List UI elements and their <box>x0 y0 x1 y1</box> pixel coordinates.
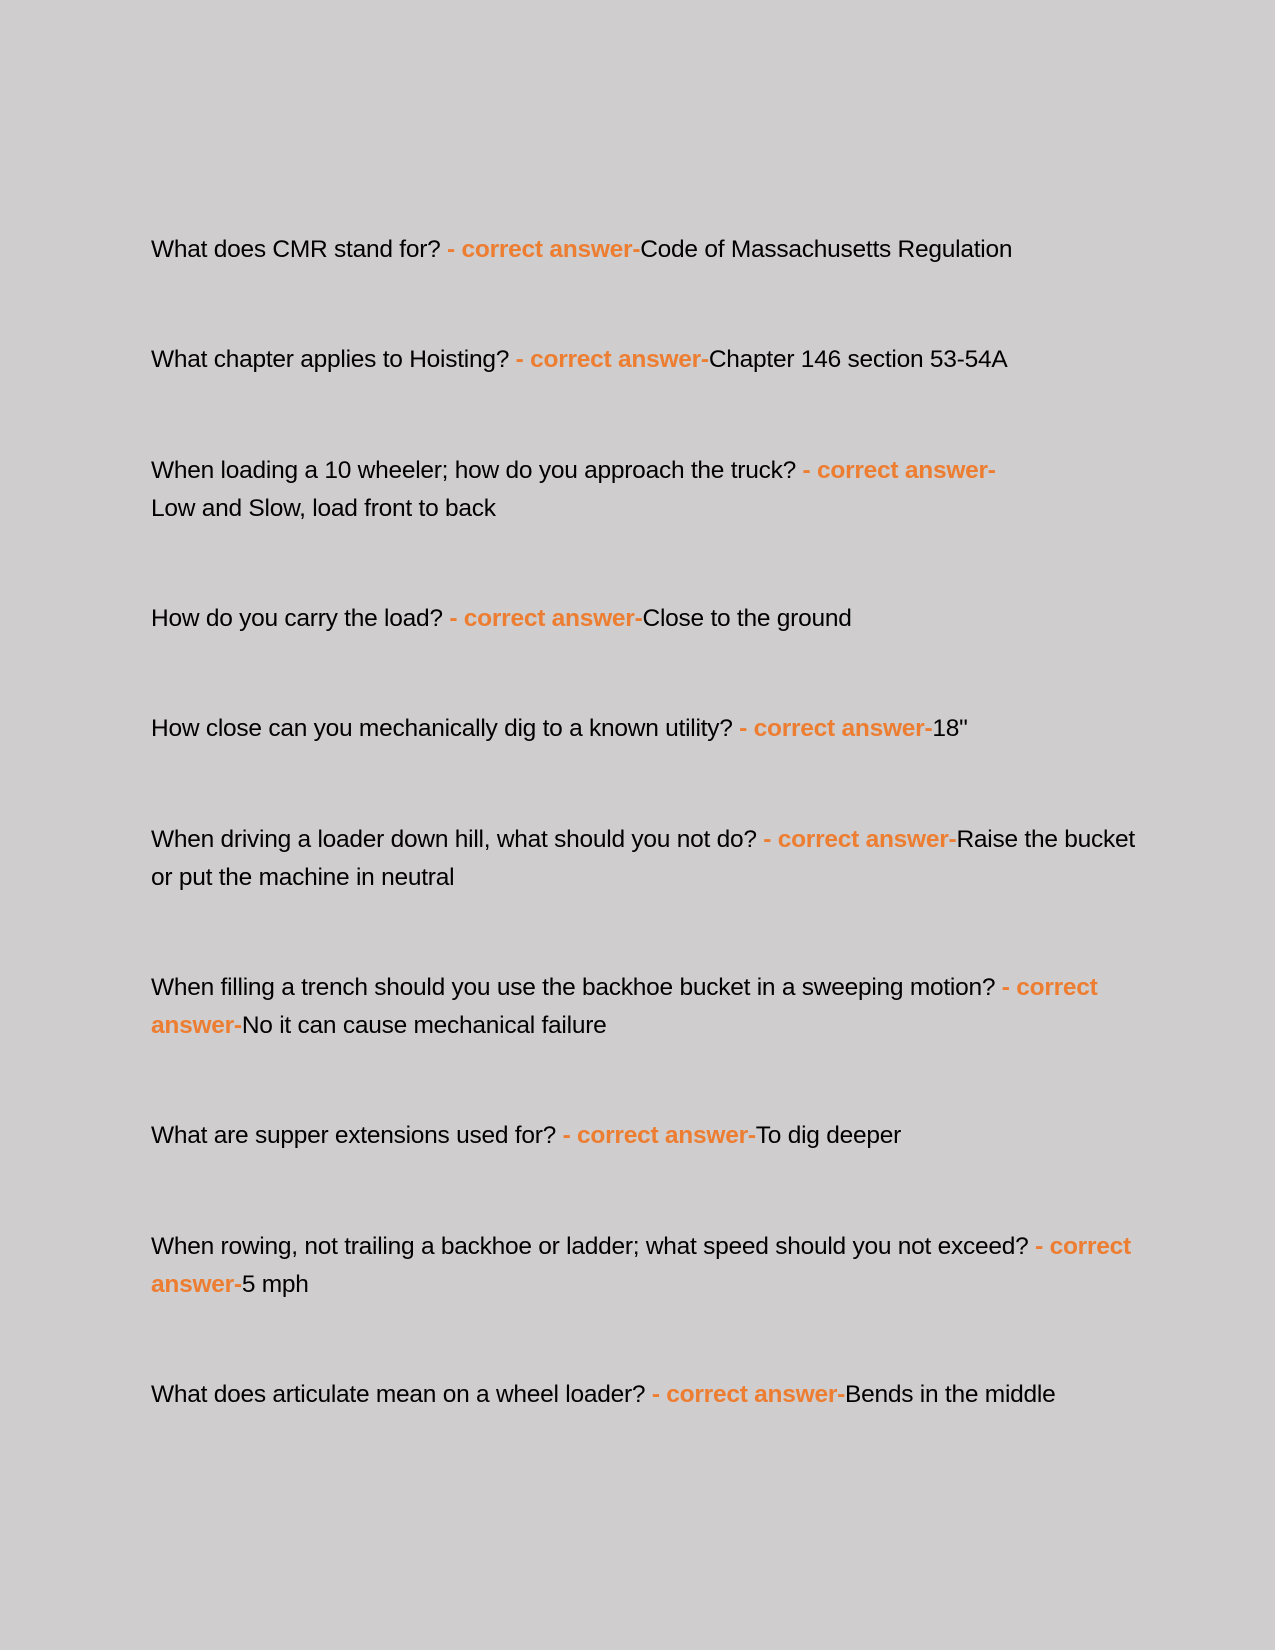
answer-text: 18" <box>932 714 968 742</box>
question-text: When loading a 10 wheeler; how do you approach the truck? <box>151 456 803 484</box>
answer-label: - correct answer- <box>151 1232 1131 1298</box>
answer-label: - correct answer- <box>763 825 957 853</box>
answer-label: - correct answer- <box>449 604 643 632</box>
answer-text: Code of Massachusetts Regulation <box>640 235 1013 263</box>
qa-item <box>151 710 1136 748</box>
answer-text: Chapter 146 section 53-54A <box>708 345 1008 373</box>
question-text: When rowing, not trailing a backhoe or ladder; what speed should you not exceed? <box>151 1232 1036 1260</box>
qa-item <box>151 452 1136 528</box>
question-text: How close can you mechanically dig to a known utility? <box>151 714 740 742</box>
qa-item <box>151 341 1136 379</box>
question-text: What chapter applies to Hoisting? <box>151 345 516 373</box>
answer-label: - correct answer- <box>151 973 1098 1039</box>
answer-text: To dig deeper <box>755 1121 901 1149</box>
qa-item <box>151 969 1136 1045</box>
qa-item <box>151 821 1136 897</box>
answer-text: Bends in the middle <box>845 1380 1056 1408</box>
qa-item <box>151 600 1136 638</box>
answer-text: 5 mph <box>241 1270 309 1298</box>
question-text: How do you carry the load? <box>151 604 450 632</box>
answer-text: Close to the ground <box>642 604 852 632</box>
answer-label: - correct answer- <box>651 1380 846 1408</box>
answer-label: - correct answer- <box>562 1121 756 1149</box>
answer-text: Raise the bucket or put the machine in neutral <box>151 825 1135 891</box>
question-text: When driving a loader down hill, what should you not do? <box>151 825 764 853</box>
qa-item <box>151 231 1136 269</box>
question-text: What does articulate mean on a wheel loader? <box>151 1380 652 1408</box>
qa-item <box>151 1376 1136 1414</box>
question-text: What does CMR stand for? <box>151 235 448 263</box>
answer-label: - correct answer- <box>515 345 709 373</box>
qa-item <box>151 1228 1136 1304</box>
question-text: What are supper extensions used for? <box>151 1121 563 1149</box>
answer-label: - correct answer- <box>739 714 933 742</box>
qa-item <box>151 1117 1136 1155</box>
answer-text: Low and Slow, load front to back <box>151 494 496 522</box>
question-text: When filling a trench should you use the backhoe bucket in a sweeping motion? <box>151 973 1002 1001</box>
answer-label: - correct answer- <box>447 235 641 263</box>
answer-label: - correct answer- <box>802 456 996 484</box>
answer-text: No it can cause mechanical failure <box>241 1011 607 1039</box>
